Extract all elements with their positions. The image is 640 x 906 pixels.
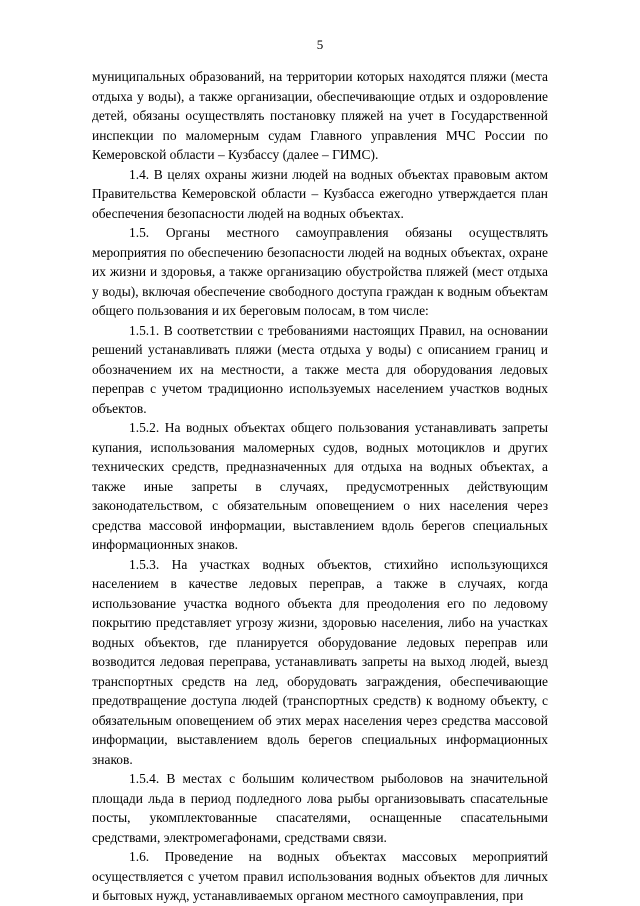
document-body — [92, 67, 548, 906]
paragraph-1-6: 1.6. Проведение на водных объектах массовых мероприятий осуществляется с учетом правил использования водных объектов для личных и бытовых нужд, устанавливаемых органом местного самоуправления, при — [92, 849, 548, 903]
paragraph-1-5-4: 1.5.4. В местах с большим количеством рыболовов на значительной площади льда в период подледного лова рыбы организовывать спасательные посты, укомплектованные спасателями, оснащенные спасательными средствами, электромегафонами, средствами связи. — [92, 771, 548, 845]
paragraph-1-5-3: 1.5.3. На участках водных объектов, стихийно использующихся населением в качестве ледовых переправ, а также в случаях, когда использование участка водного объекта для преодоления его по ледовому покрытию представляет угрозу жизни, здоровью населения, либо на участках водных объектов, где планируется оборудование ледовых переправ или возводится ледовая переправа, устанавливать запреты на выход людей, выезд транспортных средств на лед, оборудовать заграждения, обеспечивающие предотвращение доступа людей (транспортных средств) к водному объекту, с обязательным оповещением об этих мерах населения через средства массовой информации, выставлением вдоль берегов специальных информационных знаков. — [92, 556, 548, 767]
paragraph-municipal-beaches: муниципальных образований, на территории которых находятся пляжи (места отдыха у воды), а также организации, обеспечивающие отдых и оздоровление детей, обязаны осуществлять постановку пляжей на учет в Государственной инспекции по маломерным судам Главного управления МЧС России по Кемеровской области – Кузбассу (далее – ГИМС). — [92, 69, 548, 162]
page-number: 5 — [316, 37, 324, 52]
paragraph-1-5-1: 1.5.1. В соответствии с требованиями настоящих Правил, на основании решений устанавливать пляжи (места отдыха у воды) с описанием границ и обозначением их на местности, а также места для оборудования ледовых переправ с учетом традиционно используемых населением участков водных объектов. — [92, 322, 548, 416]
paragraph-1-5-2: 1.5.2. На водных объектах общего пользования устанавливать запреты купания, использования маломерных судов, водных мотоциклов и других технических средств, предназначенных для отдыха на водных объектах, а также иные запреты в случаях, предусмотренных действующим законодательством, с обязательным оповещением о них населения через средства массовой информации, выставлением вдоль берегов специальных информационных знаков. — [92, 420, 548, 552]
paragraph-1-4: 1.4. В целях охраны жизни людей на водных объектах правовым актом Правительства Кемеровской области – Кузбасса ежегодно утверждается план обеспечения безопасности людей на водных объектах. — [92, 166, 548, 221]
paragraph-1-5: 1.5. Органы местного самоуправления обязаны осуществлять мероприятия по обеспечению безопасности людей на водных объектах, охране их жизни и здоровья, а также организацию обустройства пляжей (мест отдыха у воды), включая обеспечение свободного доступа граждан к водным объектам общего пользования и их береговым полосам, в том числе: — [92, 225, 548, 318]
